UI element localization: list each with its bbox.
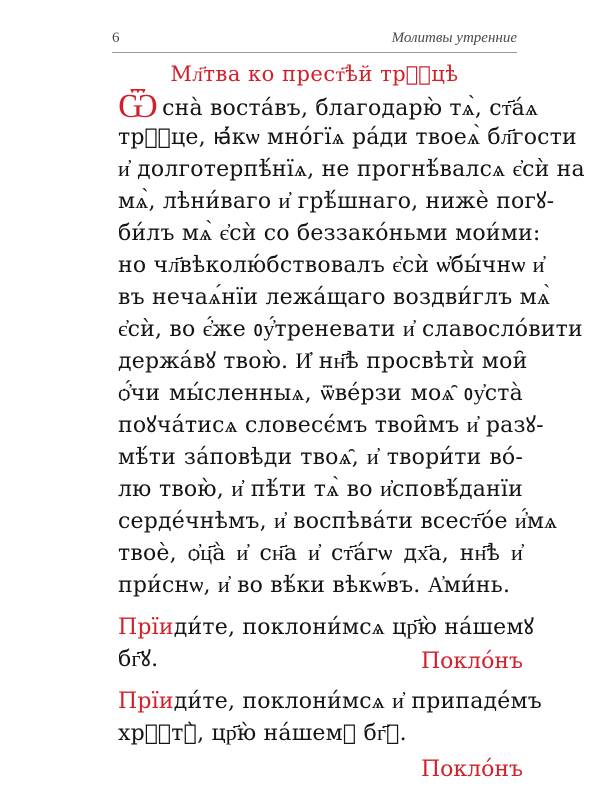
prayer-line-11: поꙋча́тисѧ словесє́мъ твои̑мъ и҆ разꙋ- <box>118 413 544 438</box>
red-initial: Прїи <box>118 615 174 640</box>
invocation-2-line-2: хрⷭ҇тꙋ̀, цр҃ю̀ на́шемꙋ бг҃ꙋ. <box>118 721 407 746</box>
prayer-line-2: трⷪ҇це, ꙗ҆́кѡ мно́гїѧ ра́ди твоеѧ̀ бл҃гости <box>118 125 577 150</box>
page-number: 6 <box>112 30 120 46</box>
prayer-line-4: мѧ̀, лѣни́ваго и҆ грѣ́шнаго, нижѐ погꙋ- <box>118 189 555 214</box>
invocation-1-line-1 <box>118 612 535 644</box>
red-initial: Ѿ <box>118 86 159 126</box>
invocation-text: ди́те, поклони́мсѧ цр҃ю̀ на́шемꙋ <box>173 615 535 640</box>
invocation-2-line-1 <box>118 686 543 718</box>
prayer-line-10: ѻ҆́чи мы́сленныѧ, ѿве́рзи моѧ̑ ᲂу҆ста̀ <box>118 381 523 406</box>
prayer-line-6: но чл҃вѣколю́бствовалъ є҆сѝ ѡ҆бы́чнѡ и҆ <box>118 253 545 278</box>
prayer-line-text: сна̀ воста́въ, благодарю̀ тѧ̀, ст҃а́ѧ <box>162 96 539 121</box>
red-initial: Прїи <box>118 689 174 714</box>
invocation-1-line-2: бг҃ꙋ. <box>118 647 159 672</box>
prayer-line-8: є҆сѝ, во є҆́же ᲂу҆́треневати и҆ славосло́вити <box>118 317 583 342</box>
running-title: Молитвы утренние <box>391 30 517 46</box>
page-header <box>112 28 517 50</box>
header-rule <box>112 52 517 53</box>
prayer-line-1 <box>118 86 539 126</box>
prayer-line-14: серде́чнѣмъ, и҆ воспѣва́ти всест҃о́е и҆́мѧ <box>118 509 558 534</box>
prayer-line-9: держа́вꙋ твою̀. И҆ нн҃ѣ просвѣтѝ мои̑ <box>118 349 528 374</box>
prayer-line-7: въ нечаѧ́нїи лежа́щаго воздви́глъ мѧ̀ <box>118 285 551 310</box>
prayer-line-16: при́снѡ, и҆ во вѣ́ки вѣкѡ́въ. А҆ми́нь. <box>118 573 511 598</box>
prayer-title: Мл҃тва ко прест҃ѣй трⷪ҇цѣ <box>170 62 459 86</box>
invocation-text: ди́те, поклони́мсѧ и҆ припаде́мъ <box>173 689 543 714</box>
prayer-line-5: би́лъ мѧ̀ є҆сѝ со беззако́ньми мои́ми: <box>118 221 541 246</box>
rubric-bow-2: Покло́нъ <box>420 757 523 782</box>
prayer-line-13: лю твою̀, и҆ пѣ́ти тѧ̀ во и҆сповѣ́данїи <box>118 477 523 502</box>
prayer-line-12: мѣ́ти за́повѣди твоѧ̑, и҆ твори́ти во́- <box>118 445 523 470</box>
rubric-bow-1: Покло́нъ <box>420 649 523 674</box>
prayer-line-3: и҆ долготерпѣ́нїѧ, не прогнѣ́валсѧ є҆сѝ на <box>118 157 585 182</box>
prayer-line-15: твоѐ, ѻ҆ц҃а̀ и҆ сн҃а и҆ ст҃а́гѡ дх҃а, нн҃ѣ и҆ <box>118 541 523 566</box>
